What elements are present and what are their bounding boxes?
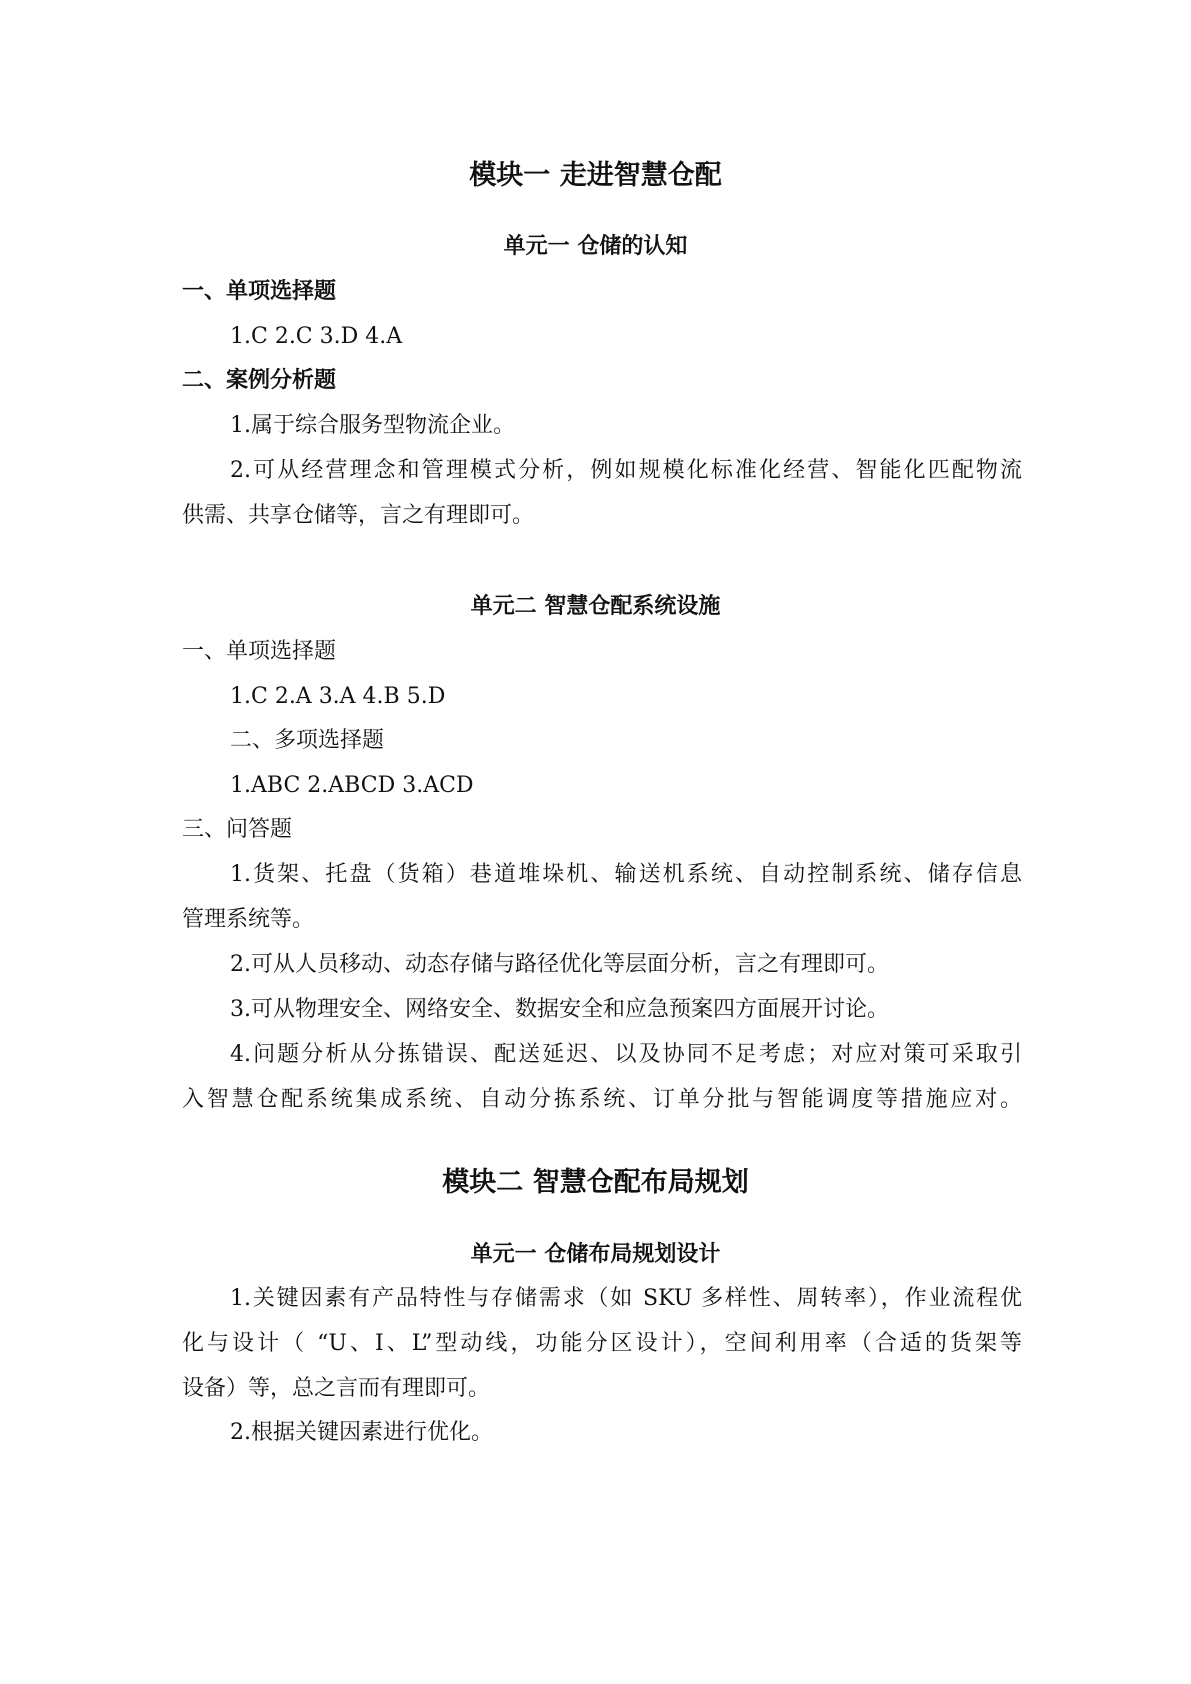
layout-answer-1-line-1: 1.关键因素有产品特性与存储需求（如 SKU 多样性、周转率），作业流程优	[230, 1286, 1022, 1311]
qa-answer-3: 3.可从物理安全、网络安全、数据安全和应急预案四方面展开讨论。	[230, 997, 889, 1022]
case-answer-1: 1.属于综合服务型物流企业。	[230, 413, 515, 438]
multiple-choice-answers: 1.ABC 2.ABCD 3.ACD	[230, 773, 474, 798]
qa-answer-2: 2.可从人员移动、动态存储与路径优化等层面分析，言之有理即可。	[230, 952, 889, 977]
section-heading-multiple-choice: 二、多项选择题	[230, 728, 385, 753]
qa-answer-1-line-2: 管理系统等。	[182, 907, 315, 932]
qa-answer-4-line-1: 4.问题分析从分拣错误、配送延迟、以及协同不足考虑；对应对策可采取引	[230, 1042, 1022, 1067]
section-heading-single-choice-2: 一、单项选择题	[182, 639, 337, 664]
layout-answer-1-line-3: 设备）等，总之言而有理即可。	[182, 1376, 491, 1401]
layout-answer-1-line-2: 化与设计（ “U、I、L”型动线，功能分区设计），空间利用率（合适的货架等	[182, 1331, 1022, 1356]
section-heading-qa: 三、问答题	[182, 817, 293, 842]
unit-2-title: 单元二 智慧仓配系统设施	[470, 594, 721, 619]
layout-answer-2: 2.根据关键因素进行优化。	[230, 1420, 493, 1445]
case-answer-2-line-2: 供需、共享仓储等，言之有理即可。	[182, 503, 535, 528]
section-heading-single-choice: 一、单项选择题	[182, 279, 337, 304]
unit-1-title: 单元一 仓储的认知	[503, 234, 688, 259]
single-choice-answers: 1.C 2.C 3.D 4.A	[230, 324, 403, 349]
qa-answer-4-line-2: 入智慧仓配系统集成系统、自动分拣系统、订单分批与智能调度等措施应对。	[182, 1087, 1022, 1112]
module-1-title: 模块一 走进智慧仓配	[469, 160, 722, 191]
case-answer-2-line-1: 2.可从经营理念和管理模式分析，例如规模化标准化经营、智能化匹配物流	[230, 458, 1022, 483]
single-choice-answers-2: 1.C 2.A 3.A 4.B 5.D	[230, 684, 446, 709]
qa-answer-1-line-1: 1.货架、托盘（货箱）巷道堆垛机、输送机系统、自动控制系统、储存信息	[230, 862, 1022, 887]
section-heading-case-analysis: 二、案例分析题	[182, 368, 337, 393]
module-2-title: 模块二 智慧仓配布局规划	[442, 1167, 749, 1198]
module-2-unit-1-title: 单元一 仓储布局规划设计	[470, 1242, 721, 1267]
